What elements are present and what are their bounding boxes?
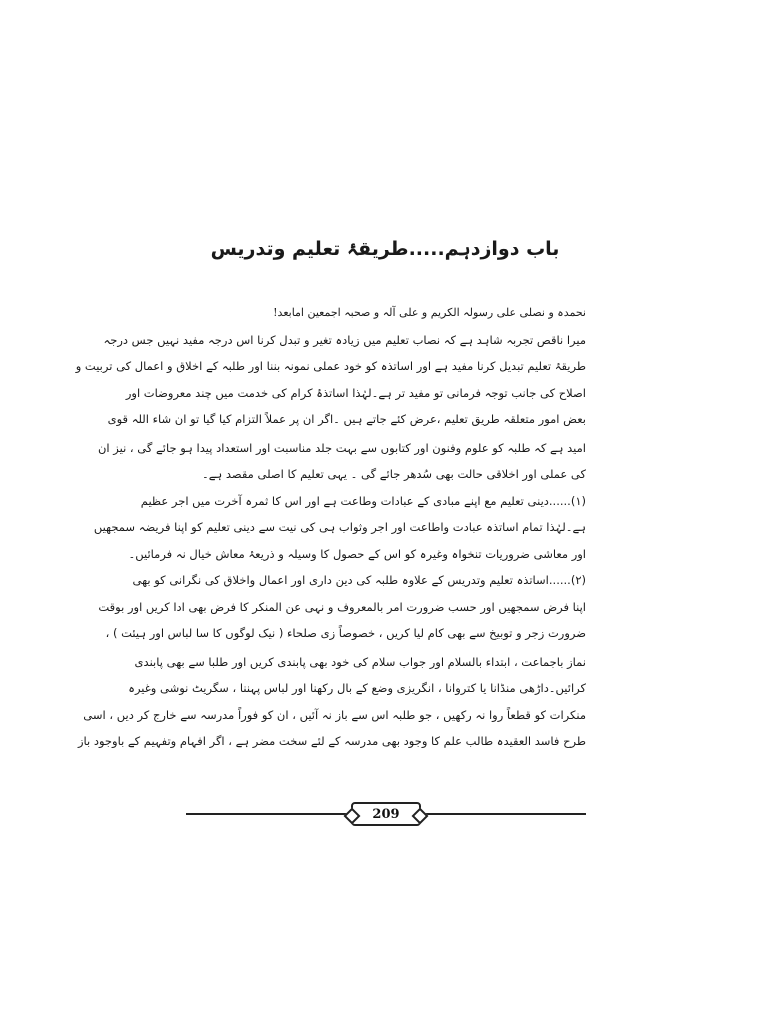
- page-number: 209: [372, 806, 400, 822]
- text-line: اپنا فرض سمجھیں اور حسب ضرورت امر بالمعروف و نہی عن المنکر کا فرض بھی ادا کریں اور بوقت: [98, 599, 586, 614]
- text-line: ضرورت زجر و توبیخ سے بھی کام لیا کریں ، خصوصاً زی صلحاء ( نیک لوگوں کا سا لباس اور ہیئت ) ،: [105, 626, 586, 640]
- text-line: اصلاح کی جانب توجہ فرمانی تو مفید تر ہے۔لہٰذا اساتذۂ کرام کی خدمت میں چند معروضات اور: [125, 385, 586, 400]
- text-line: طریقۂ تعلیم تبدیل کرنا مفید ہے اور اساتذہ کو خود عملی نمونہ بننا اور طلبہ کے اخلاق و اعمال کی تربیت و: [75, 359, 586, 373]
- text-line: بعض امور متعلقہ طریق تعلیم ،عرض کئے جاتے ہیں ۔اگر ان پر عملاً التزام کیا گیا تو ان شاء اللہ قوی: [107, 412, 586, 426]
- text-line: اور معاشی ضروریات تنخواہ وغیرہ کو اس کے حصول کا وسیلہ و ذریعۂ معاش خیال نہ فرمائیں۔: [128, 546, 586, 561]
- text-line: (۱)......دینی تعلیم مع اپنے مبادی کے عبادات وطاعت ہے اور اس کا ثمرہ آخرت میں اجر عظیم: [140, 493, 586, 508]
- text-line: کرائیں۔داڑھی منڈانا یا کتروانا ، انگریزی وضع کے بال رکھنا اور لباس پہننا ، سگریٹ نوشی وغیرہ: [128, 681, 586, 695]
- text-line: طرح فاسد العقیدہ طالب علم کا وجود بھی مدرسہ کے لئے سخت مضر ہے ، اگر افہام وتفہیم کے باوجود باز: [77, 734, 586, 748]
- text-line: میرا ناقص تجربہ شاہد ہے کہ نصاب تعلیم میں زیادہ تغیر و تبدل کرنا اس درجہ مفید نہیں جس درجہ: [103, 332, 586, 347]
- text-line: منکرات کو قطعاً روا نہ رکھیں ، جو طلبہ اس سے باز نہ آئیں ، ان کو فوراً مدرسہ سے خارج کر دیں ، اسی: [83, 707, 586, 722]
- text-line: امید ہے کہ طلبہ کو علوم وفنون اور کتابوں سے بہت جلد مناسبت اور استعداد پیدا ہو جائے گی ، نیز ان: [97, 440, 586, 455]
- text-line: نماز باجماعت ، ابتداء بالسلام اور جواب سلام کی خود بھی پابندی کریں اور طلبا سے بھی پابندی: [134, 654, 586, 669]
- opening-invocation: نحمدہ و نصلی علی رسولہ الکریم و علی آلہ و صحبہ اجمعین امابعد!: [273, 306, 586, 319]
- body-text: [75, 300, 586, 755]
- page-number-ornament: [351, 802, 421, 826]
- chapter-title: باب دوازدہم.....طریقۂ تعلیم وتدریس: [210, 238, 560, 260]
- text-line: کی عملی اور اخلاقی حالت بھی سُدھر جائے گی ۔ یہی تعلیم کا اصلی مقصد ہے۔: [201, 467, 586, 481]
- text-line: ہے۔لہٰذا تمام اساتذہ عبادت واطاعت اور اجر وثواب ہی کی نیت سے دینی تعلیم کو اپنا فریضہ سمجھیں: [93, 520, 586, 534]
- text-line: (۲)......اساتذہ تعلیم وتدریس کے علاوہ طلبہ کی دین داری اور اعمال واخلاق کی نگرانی کو بھی: [132, 573, 586, 587]
